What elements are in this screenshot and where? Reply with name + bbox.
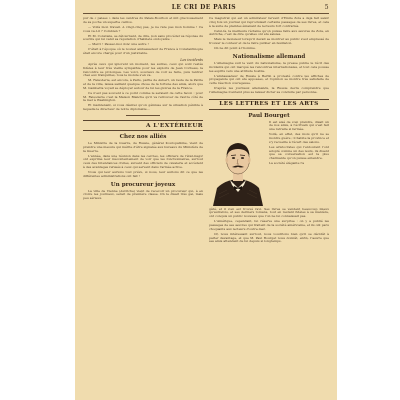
article-title-nationalisme: Nationalisme allemand — [232, 53, 306, 60]
paragraph: M. Faisoderie, est encore, à Paris, partie de Aubert, un reste de la Patrie et de la ville, laissa saillant quelque chose de la fortune des amis, alors que M. Gambetta voyait se déployer autour de lui les gloires de la France. — [83, 78, 203, 90]
section-head-exterieur: A L'EXTÉRIEUR — [83, 120, 203, 131]
article-title-bourget: Paul Bourget — [248, 112, 290, 119]
section-head-lettres-arts: LES LETTRES ET LES ARTS — [209, 99, 329, 110]
paragraph: La société élégante l'a — [269, 161, 305, 166]
paragraph: Nous qui leur aurions tout prévu, si nous, leur aurions dit ce que les différentes administrations ont fait ! — [83, 170, 203, 178]
paragraph: D'après les journaux allemands, la Russie devra comprendre que l'Allemagne n'entend plus se laisser dicter sa conduite par personne. — [209, 86, 329, 94]
paragraph: L'Allemagne suit le vent du nationalisme, la presse publie le récit des incidents qui ont marqué les rencontres internationales, et tout cela pousse les esprits vers une attitude hostile. — [209, 60, 329, 73]
paragraph: Il est aisé de s'en prendre, disait un de nos amis, à l'écrivain qui s'est fait une retraite si fermée. — [269, 119, 329, 132]
paragraph: La ville de Vienne (Autriche) vient de recevoir un procureur qui, à en croire les journaux, serait de première classe. On le disait très gai, mais peu sérieux. — [83, 188, 203, 201]
newspaper-page — [75, 0, 337, 400]
separator-rule — [126, 115, 160, 116]
paragraph: Celui-là, la meilleure réclame qu'on puisse faire aux œuvres de Zola, en Autriche, c'est de dire qu'elles ont été saisies. — [209, 28, 329, 37]
paragraph: Or, nous intéressant surtout, nous voudrions bien qu'il se décidât à parler davantage, et que M. Paul Bourget nous donnât, enfin, l'œuvre que ses amis attendent de lui depuis si longtemps. — [209, 231, 329, 244]
left-column — [83, 17, 203, 400]
publication-title: LE CRI DE PARIS — [171, 4, 237, 11]
paragraph: On ne dit point à l'homme. — [214, 46, 256, 51]
paragraph: Mais le monsieur lorsqu'il devait se montrer au public s'est empressé de trouver le conteur et de le faire publier en feuilleton. — [209, 37, 329, 46]
paragraph: Les aristocrates qui l'entourent l'ont adopté comme un des leurs, ils disent que sa conversation est la plus charmante qu'on puisse entendre. — [269, 144, 329, 161]
portrait-engraving-icon — [209, 122, 267, 206]
right-column — [209, 17, 329, 400]
article-title-allies: Chez nos alliés — [119, 134, 167, 141]
paragraph: Et M. Constans, se détournant, de dire, non sans procéder sa réponse du sourire qui lui valut sa réputation d'habileté ondoyante : — [83, 33, 203, 42]
paragraph: gâté, et il s'en est trouvé ravi. Ses livres se vendent beaucoup mieux qu'autrefois, et ses derniers romans, tout en restant fidèles à sa manière, ont conquis un public nouveau que l'on ne lui connaissait pas. — [209, 206, 329, 219]
paragraph: Et maintenant, si vous désirez qu'on gémisse sur la situation pénible à laquelle le directeur de notre diplomatie... — [83, 103, 203, 112]
paragraph: pur de « palées » dans les cendres du Palais-Bourbon et mit graciousement de sa poche un superbe caillou. — [83, 17, 203, 24]
paragraph: L'année, dans une réunion dans les cercles, les officiers de l'état-major ont exprimé leur mécontentement de voir que les fonctionnaires, surtout ceux des Intendances civiles, suivent des officiers de cavalerie et accèdent à des avantages refusés à ceux qui servent dans l'armée active. — [83, 153, 203, 170]
paragraph: Le Ministre de la Guerre, de Russie, général Kouropatkine, vient de prendre une mesure qui mérite d'être signalée aux bureaux du Ministère de la Guerre. — [83, 141, 203, 153]
paragraph: L'ambassadeur de Russie à Berlin a protesté contre les affiches de propagande qui ont été apposées, et l'opinion se montre très satisfaite de cette réaction courageuse. — [209, 73, 329, 86]
paragraph: — Merci ! Passez-moi donc une autre ! — [88, 42, 149, 47]
paragraph: Voilà, en effet, des mois qu'il ne se montre guère ; il habite la province et s'y recueille à l'écart des salons. — [269, 132, 329, 144]
text-beside-portrait — [269, 121, 329, 168]
paragraph: C'était à l'époque où le nouvel ambassadeur de France à Constantinople était encore chargé pour d'un justiciable. — [83, 47, 203, 56]
paragraph: — Voilà mon travail. A vingt-cinq pas, je ne rate pas mon homme ! Ca vous va-t-il ? Combien ? — [83, 24, 203, 33]
paragraph: Ce magistrat qui est un admirateur fervent d'Émile Zola a déjà fait saisir cinq fois un journal qui reproduisait certains passages de ses livres, et cela à la suite de plaintes émanant de lecteurs fort contrariés. — [209, 17, 329, 28]
paragraph: Ce n'est pas souvent à ce point comme le seraient de cette facon : pour M. Faisoderie c'est la Maison Blanche qu'il va retrouver de l'autre côté de la mer à Washington. — [83, 90, 203, 103]
portrait-block — [209, 121, 329, 208]
rubric-incidents: Les incidents — [180, 57, 203, 62]
page-number-right: 5 — [324, 4, 329, 11]
article-title-procureur: Un procureur joyeux — [110, 181, 176, 188]
paragraph: L'Amérique, cependant, lui réserve une surprise : on y a publié les passages de ses œuvres qui traitent de la société américaine, et ils ont paru choquants aux lecteurs d'outre-mer. — [209, 219, 329, 231]
paragraph: Après ceux qui ignorent un moment, les autres, ceux qui sont restés fidèles à leur très vieille sympathie pour les exploits de Jean Corbeau, la rencontre se prolongea. Les voici, soucieux de voir se faire, puis rentrer chez eux tranquilles, tous le monde s'en va. — [83, 61, 203, 78]
running-head — [83, 4, 329, 14]
